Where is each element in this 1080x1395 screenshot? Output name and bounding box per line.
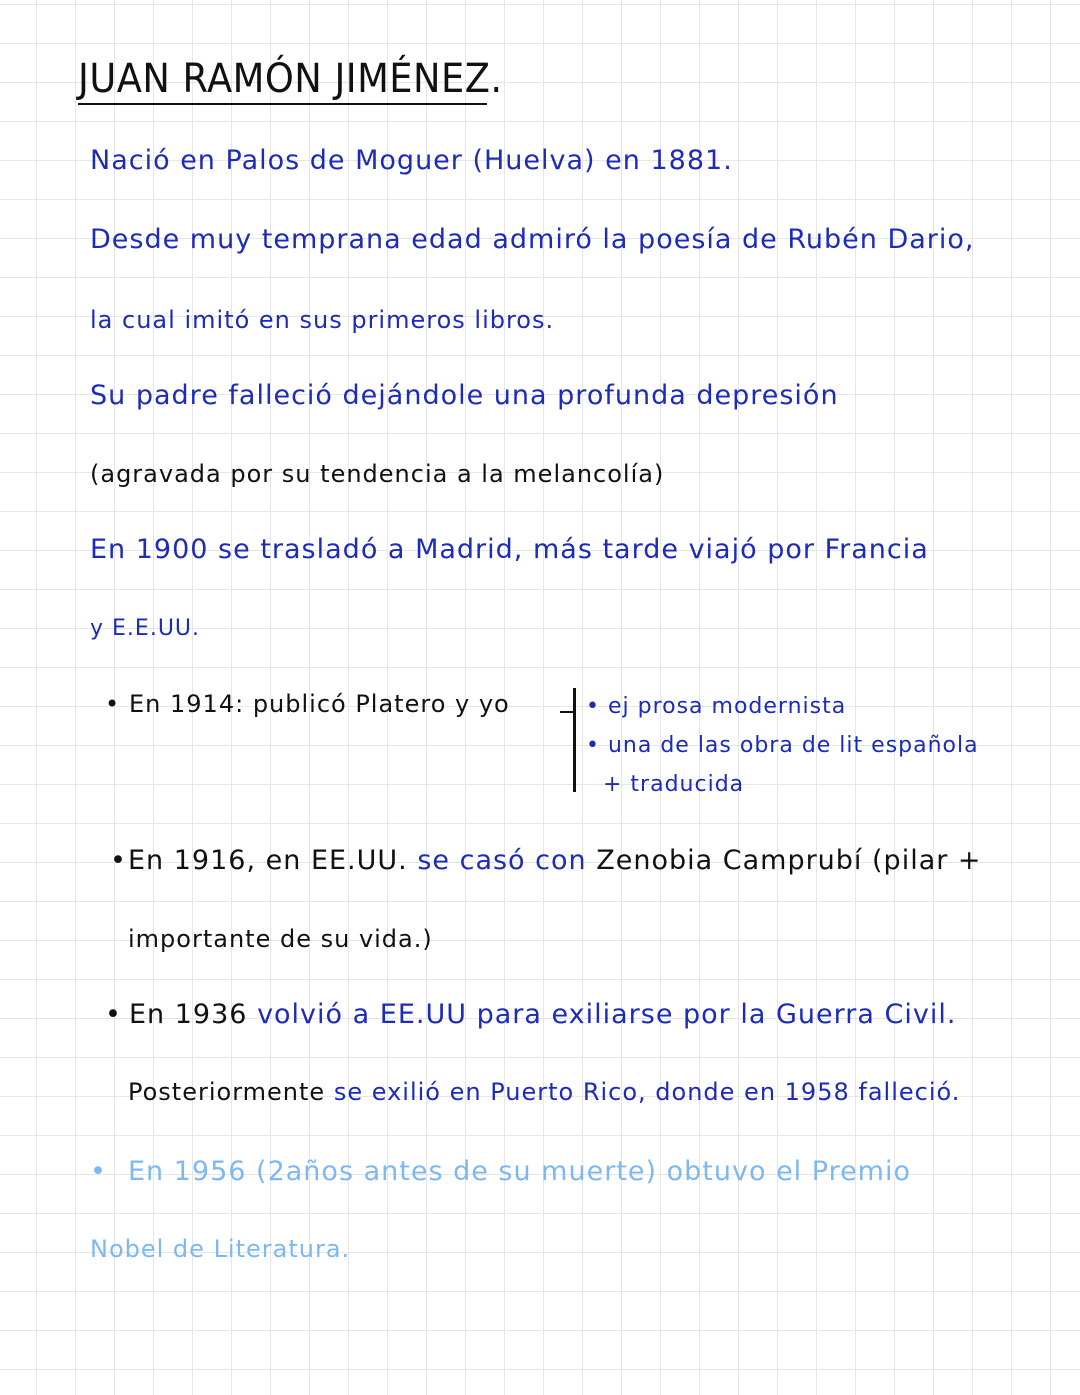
text-segment: Desde muy temprana edad <box>90 224 483 255</box>
bullet-1936-c: Guerra Civil. <box>776 999 957 1030</box>
text-segment: depresión <box>696 380 839 411</box>
text-segment: profunda <box>557 380 687 411</box>
title-underline <box>78 103 487 105</box>
text-segment: por su <box>230 460 312 488</box>
bullet-1936-e: se exilió en Puerto Rico, donde en 1958 falleció. <box>333 1078 961 1106</box>
text-segment: falleció <box>228 380 333 411</box>
text-segment: trasladó a <box>260 534 406 565</box>
text-segment: dejándole una <box>342 380 548 411</box>
text-segment: En 1900 se <box>90 534 251 565</box>
bullet-1936-a: En 1936 <box>129 999 248 1030</box>
text-segment: viajó <box>688 534 758 565</box>
bullet-dot: • <box>110 845 127 876</box>
bracket-line <box>573 688 576 792</box>
bullet-1956-cont: Nobel de Literatura. <box>90 1235 351 1263</box>
text-segment: Madrid, <box>415 534 524 565</box>
note-line-madrid <box>90 534 929 565</box>
bullet-1936-b: volvió a EE.UU para exiliarse por la <box>257 999 767 1030</box>
bullet-1936-cont <box>128 1078 960 1106</box>
bullet-1914-text: publicó Platero y yo <box>252 690 510 718</box>
text-segment: y <box>90 616 105 641</box>
bullet-1936-d: Posteriormente <box>128 1078 326 1106</box>
page-title: JUAN RAMÓN JIMÉNEZ. <box>78 56 503 102</box>
bullet-1914 <box>105 690 510 718</box>
text-segment: (agravada <box>90 460 222 488</box>
bullet-1916 <box>110 845 982 876</box>
bullet-1914-sub-translated: + traducida <box>603 772 745 797</box>
bullet-dot: • <box>90 1156 107 1187</box>
bullet-1916-cont: importante de su vida.) <box>128 925 433 953</box>
text-segment: E.E.UU. <box>112 616 201 641</box>
bullet-1914-sub-prose: • ej prosa modernista <box>586 694 847 719</box>
note-line-birth: Nació en Palos de Moguer (Huelva) en 1881. <box>90 145 733 176</box>
text-segment: imitó en sus primeros libros. <box>184 306 555 334</box>
bullet-1956-a: En 1956 (2años antes de su muerte) obtuvo el Premio <box>128 1156 912 1187</box>
text-segment: admiró la poesía de Rubén Dario, <box>492 224 975 255</box>
text-segment: la cual <box>90 306 176 334</box>
bullet-1916-c: Zenobia Camprubí (pilar + <box>596 845 982 876</box>
bullet-1914-sub-spanish-work: • una de las obra de lit española <box>586 733 979 758</box>
text-segment: Su <box>90 380 127 411</box>
note-line-usa <box>90 616 200 641</box>
text-segment: Francia <box>824 534 929 565</box>
bullet-1916-a: En 1916, en EE.UU. <box>128 845 408 876</box>
note-line-melancholy <box>90 460 664 488</box>
bullet-1914-year: En 1914: <box>129 690 245 718</box>
note-line-imitation <box>90 306 554 334</box>
bullet-dot: • <box>105 999 122 1030</box>
bracket-connector <box>560 711 573 713</box>
bullet-1956 <box>90 1156 911 1187</box>
text-segment: por <box>767 534 815 565</box>
note-line-ruben <box>90 224 975 255</box>
bullet-1916-b: se casó con <box>417 845 587 876</box>
text-segment: más tarde <box>532 534 679 565</box>
bullet-dot: • <box>105 690 121 718</box>
note-line-father <box>90 380 839 411</box>
text-segment: padre <box>135 380 219 411</box>
text-segment: tendencia a la melancolía) <box>320 460 665 488</box>
bullet-1936 <box>105 999 956 1030</box>
